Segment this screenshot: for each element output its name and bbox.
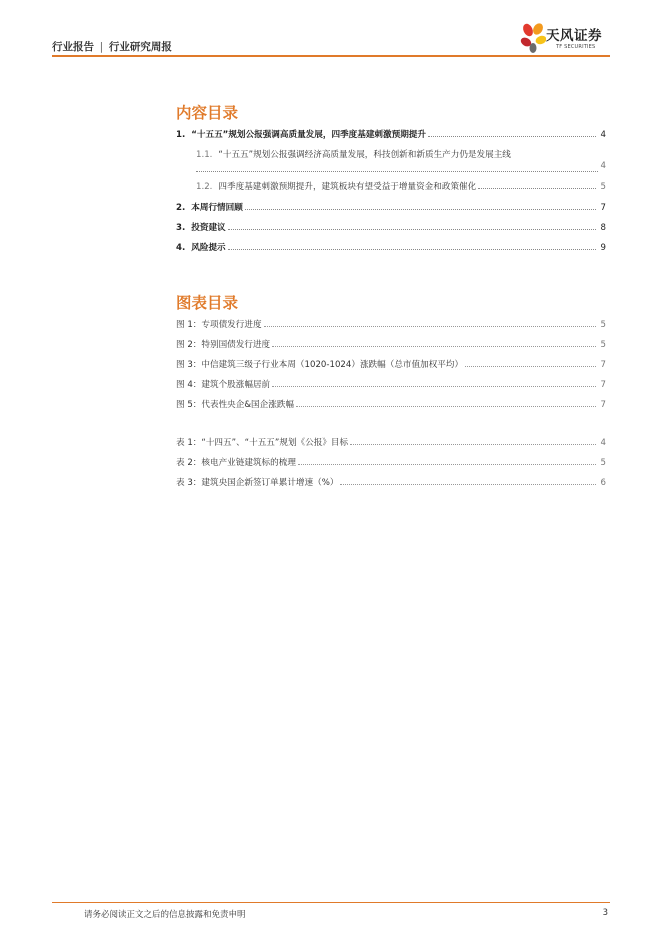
figure-label: 图 3：中信建筑三级子行业本周（1020-1024）涨跌幅（总市值加权平均）	[176, 360, 464, 370]
toc-leader-dots	[350, 443, 596, 445]
figure-page: 7	[600, 400, 606, 410]
figure-list-item[interactable]	[176, 378, 606, 392]
toc-item[interactable]	[176, 221, 606, 235]
tf-securities-logo	[520, 22, 612, 56]
toc-item[interactable]	[176, 128, 606, 142]
toc-item-label: 风险提示	[191, 243, 226, 253]
toc-leader-dots	[296, 405, 596, 407]
toc-leader-dots	[428, 135, 596, 137]
header-category: 行业报告	[52, 41, 94, 53]
figures-title: 图表目录	[176, 294, 239, 312]
toc-item-number: 2.	[176, 203, 186, 213]
toc-item-label: “十五五”规划公报强调经济高质量发展，科技创新和新质生产力仍是发展主线	[218, 150, 511, 160]
flower-logo-icon	[520, 22, 546, 54]
header-divider	[52, 55, 610, 57]
table-label: 表 3：建筑央国企新签订单累计增速（%）	[176, 478, 339, 488]
toc-leader-dots	[228, 248, 596, 250]
toc-leader-dots	[245, 208, 596, 210]
figure-page: 7	[600, 380, 606, 390]
figure-page: 5	[600, 340, 606, 350]
table-page: 5	[600, 458, 606, 468]
toc-item-page: 4	[600, 130, 606, 140]
header-report-type: 行业研究周报	[108, 41, 172, 53]
toc-subitem[interactable]	[196, 180, 606, 194]
toc-item-page: 7	[600, 203, 606, 213]
footer-divider	[52, 902, 610, 903]
header-separator: |	[99, 41, 104, 53]
toc-item-page: 8	[600, 223, 606, 233]
table-label: 表 1：“十四五”、“十五五”规划《公报》目标	[176, 438, 349, 448]
page-number: 3	[602, 908, 608, 918]
toc-item-label: 四季度基建刺激预期提升，建筑板块有望受益于增量资金和政策催化	[218, 182, 477, 192]
table-list-item[interactable]	[176, 456, 606, 470]
toc-leader-dots	[478, 187, 596, 189]
toc-leader-dots	[196, 171, 598, 172]
toc-leader-dots	[228, 228, 596, 230]
figure-list-item[interactable]	[176, 318, 606, 332]
toc-item-number: 1.1.	[196, 150, 213, 160]
toc-item-number: 1.2.	[196, 182, 213, 192]
toc-leader-dots	[298, 463, 596, 465]
toc-title: 内容目录	[176, 104, 239, 122]
table-page: 4	[600, 438, 606, 448]
toc-leader-dots	[272, 385, 596, 387]
table-page: 6	[600, 478, 606, 488]
toc-leader-dots	[264, 325, 596, 327]
toc-item-number: 1.	[176, 130, 186, 140]
table-label: 表 2：核电产业链建筑标的梳理	[176, 458, 296, 468]
figure-label: 图 1：专项债发行进度	[176, 320, 262, 330]
figure-page: 7	[600, 360, 606, 370]
figure-list-item[interactable]	[176, 398, 606, 412]
toc-item-page: 9	[600, 243, 606, 253]
toc-item-label: 投资建议	[191, 223, 226, 233]
figure-page: 5	[600, 320, 606, 330]
footer-disclaimer: 请务必阅读正文之后的信息披露和免责申明	[84, 910, 246, 920]
toc-leader-dots	[272, 345, 596, 347]
toc-item[interactable]	[176, 241, 606, 255]
table-list-item[interactable]	[176, 436, 606, 450]
toc-item-label: “十五五”规划公报强调高质量发展，四季度基建刺激预期提升	[191, 130, 426, 140]
toc-item-page: 5	[600, 182, 606, 192]
logo-name-en: TF SECURITIES	[556, 44, 596, 50]
logo-name-cn: 天风证券	[546, 28, 602, 44]
figure-list-item[interactable]	[176, 358, 606, 372]
toc-leader-dots	[340, 483, 596, 485]
toc-item-label: 本周行情回顾	[191, 203, 243, 213]
toc-item-number: 3.	[176, 223, 186, 233]
toc-leader-dots	[465, 365, 596, 367]
figure-list-item[interactable]	[176, 338, 606, 352]
toc-item[interactable]	[176, 201, 606, 215]
header-breadcrumb	[52, 39, 172, 54]
toc-subitem[interactable]	[196, 148, 606, 162]
figure-label: 图 2：特别国债发行进度	[176, 340, 271, 350]
table-list-item[interactable]	[176, 476, 606, 490]
toc-item-page: 4	[600, 161, 606, 171]
toc-item-number: 4.	[176, 243, 186, 253]
figure-label: 图 4：建筑个股涨幅居前	[176, 380, 271, 390]
figure-label: 图 5：代表性央企&国企涨跌幅	[176, 400, 295, 410]
